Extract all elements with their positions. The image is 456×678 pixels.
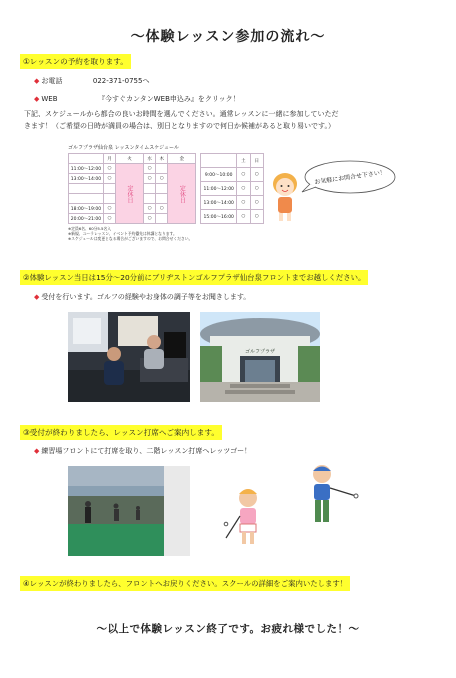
time-slot: 9:00〜10:00 <box>201 168 237 182</box>
callout-text: お気軽にお問合せ下さい！ <box>313 169 387 186</box>
phone-label: お電話 <box>41 77 63 85</box>
driving-range-scene <box>68 466 190 556</box>
day-tue: 火 <box>116 154 144 164</box>
diamond-bullet-icon: ◆ <box>34 447 40 455</box>
time-slot: 13:00〜14:00 <box>69 174 104 184</box>
step1-para-line2: きます！（ご希望の日時が満員の場合は、別日となりますので何日か候補があると取り易いです。） <box>24 122 335 130</box>
closed-day-fri: 定休日 <box>168 164 196 224</box>
time-slot: 15:00〜16:00 <box>201 210 237 224</box>
time-slot: 20:00〜21:00 <box>69 214 104 224</box>
web-value: 『今すぐカンタンWEB申込み』をクリック！ <box>98 95 240 103</box>
step3-bullet: 練習場フロントにて打席を取り、二階レッスン打席へレッツゴー！ <box>41 447 252 455</box>
phone-row <box>34 76 149 86</box>
step1-heading: ①レッスンの予約を取ります。 <box>20 54 131 69</box>
schedule-caption: ゴルフプラザ仙台泉 レッスンタイムスケジュール <box>68 145 179 151</box>
building-photo <box>200 312 320 402</box>
schedule-table-weekend: 土 日 9:00〜10:00 ○ ○ 11:00〜12:00 ○ ○ 13:00〜14:00 ○ ○ 15:00〜16:00 ○ ○ <box>200 153 264 224</box>
step2-bullet: 受付を行います。ゴルフの経験やお身体の調子等をお聞きします。 <box>41 293 251 301</box>
diamond-bullet-icon: ◆ <box>34 95 40 103</box>
mascot-illustration <box>268 170 302 222</box>
golfer-boy-illustration <box>300 462 360 528</box>
day-mon: 月 <box>103 154 115 164</box>
time-slot: 18:00〜19:00 <box>69 204 104 214</box>
closed-day-tue: 定休日 <box>116 164 144 224</box>
footer-message: 〜以上で体験レッスン終了です。お疲れ様でした！〜 <box>96 623 360 635</box>
golfer-girl-illustration <box>222 486 268 548</box>
day-sat: 土 <box>237 154 250 168</box>
time-slot: 13:00〜14:00 <box>201 196 237 210</box>
schedule-table-weekday: 月 火 水 木 金 11:00〜12:00 ○ 定休日 ○ 定休日 13:00〜14:00 ○ ○ ○ 18:00〜19:00 ○ ○ ○ 20:00〜21:00 ○ ○ <box>68 153 196 224</box>
diamond-bullet-icon: ◆ <box>34 293 40 301</box>
day-thu: 木 <box>156 154 168 164</box>
schedule-notes <box>68 226 264 241</box>
schedule-note: ※スケジュールは変更となる場合がございますので、お問合せください。 <box>68 236 193 241</box>
driving-range-photo <box>68 466 190 556</box>
speech-bubble <box>300 158 396 196</box>
day-fri: 金 <box>168 154 196 164</box>
time-slot <box>69 194 104 204</box>
lesson-schedule <box>68 144 264 241</box>
phone-value: 022-371-0755へ <box>92 77 150 85</box>
step4-heading: ④レッスンが終わりましたら、フロントへお戻りください。スクールの詳細をご案内いたします！ <box>20 576 350 591</box>
step1-para-line1: 下記、スケジュールから都合の良いお時間を選んでください。通常レッスンに一緒に参加していただ <box>24 110 339 118</box>
diamond-bullet-icon: ◆ <box>34 77 40 85</box>
day-wed: 水 <box>144 154 156 164</box>
reception-scene <box>68 312 190 402</box>
day-sun: 日 <box>250 154 263 168</box>
step3-heading: ③受付が終わりましたら、レッスン打席へご案内します。 <box>20 425 222 440</box>
time-slot: 11:00〜12:00 <box>201 182 237 196</box>
schedule-note: ※新規、ユーラレッスン、イベント予約優先は休講となります。 <box>68 231 177 236</box>
page-title: 〜体験レッスン参加の流れ〜 <box>130 29 326 45</box>
step2-heading: ②体験レッスン当日は15分〜20分前にブリヂストンゴルフプラザ仙台泉フロントまでお越しください。 <box>20 270 368 285</box>
time-slot: 11:00〜12:00 <box>69 164 104 174</box>
building-sign: ゴルフプラザ <box>244 349 275 355</box>
building-scene <box>200 312 320 402</box>
web-row <box>34 94 240 104</box>
web-label: WEB <box>41 95 58 103</box>
time-slot <box>69 184 104 194</box>
step2-bullet-row <box>34 292 250 302</box>
reception-photo <box>68 312 190 402</box>
step1-paragraph <box>24 108 444 132</box>
step3-bullet-row <box>34 446 251 456</box>
schedule-note: ※定員6名、60分5.5名入 <box>68 226 112 231</box>
